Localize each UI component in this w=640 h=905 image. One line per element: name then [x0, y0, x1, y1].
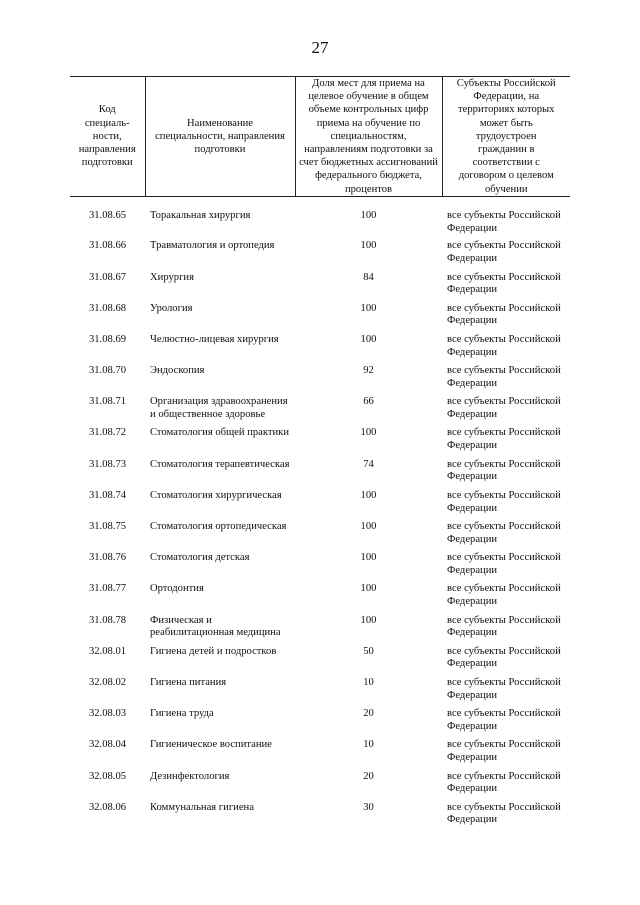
table-row	[70, 490, 570, 521]
cell-code: 31.08.78	[88, 614, 127, 626]
cell-name: Эндоскопия	[150, 365, 205, 377]
cell-code: 31.08.72	[88, 427, 127, 439]
cell-code: 32.08.04	[88, 739, 127, 751]
cell-subjects: все субъекты Российской Федерации	[447, 552, 561, 576]
table-row	[70, 303, 570, 334]
table-header	[70, 77, 570, 197]
cell-name: Урология	[150, 302, 193, 314]
table-row	[70, 615, 570, 646]
header-share: Доля мест для приема на целевое обучение в общем объеме контрольных цифр приема на обучение по специальностям, направлениям подготовки за счет бюджетных ассигнований федерального бюджета, процентов	[295, 77, 442, 197]
cell-code: 32.08.03	[88, 708, 127, 720]
cell-code: 31.08.77	[88, 583, 127, 595]
cell-name: Гигиена детей и подростков	[150, 645, 277, 657]
cell-name: Стоматология терапевтическая	[150, 458, 290, 470]
cell-code: 31.08.69	[88, 333, 127, 345]
table-row	[70, 802, 570, 833]
cell-share: 100	[360, 240, 377, 252]
cell-name: Дезинфектология	[150, 770, 230, 782]
cell-name: Ортодонтия	[150, 583, 204, 595]
cell-share: 100	[360, 333, 377, 345]
table-row	[70, 240, 570, 271]
cell-name: Стоматология общей практики	[150, 427, 289, 439]
cell-share: 100	[360, 427, 377, 439]
cell-code: 32.08.05	[88, 770, 127, 782]
cell-name: Физическая и реабилитационная медицина	[150, 614, 281, 639]
cell-share: 100	[360, 489, 377, 501]
table-row	[70, 334, 570, 365]
cell-name: Стоматология хирургическая	[150, 489, 282, 501]
table-row	[70, 396, 570, 427]
cell-name: Организация здравоохранения и общественное здоровье	[150, 396, 288, 420]
cell-name: Гигиена питания	[150, 676, 227, 688]
cell-name: Гигиена труда	[150, 708, 214, 720]
cell-share: 10	[363, 676, 374, 688]
page-number: 27	[311, 38, 329, 57]
cell-code: 32.08.01	[88, 645, 127, 657]
cell-share: 100	[360, 614, 377, 626]
table-row	[70, 459, 570, 490]
cell-subjects: все субъекты Российской Федерации	[447, 521, 561, 545]
cell-name: Стоматология ортопедическая	[150, 521, 287, 533]
cell-share: 100	[360, 583, 377, 595]
cell-share: 20	[363, 708, 374, 720]
table-body	[70, 196, 570, 833]
cell-code: 31.08.65	[88, 209, 127, 221]
cell-subjects: все субъекты Российской Федерации	[447, 240, 561, 265]
table-row	[70, 677, 570, 708]
cell-name: Коммунальная гигиена	[150, 801, 254, 813]
cell-share: 92	[363, 365, 374, 377]
cell-subjects: все субъекты Российской Федерации	[447, 365, 561, 389]
cell-subjects: все субъекты Российской Федерации	[447, 396, 561, 420]
cell-subjects: все субъекты Российской Федерации	[447, 801, 561, 826]
table-row	[70, 427, 570, 458]
cell-code: 31.08.71	[88, 396, 127, 408]
table-row	[70, 583, 570, 614]
cell-subjects: все субъекты Российской Федерации	[447, 302, 561, 327]
cell-code: 31.08.73	[88, 458, 127, 470]
cell-subjects: все субъекты Российской Федерации	[447, 645, 561, 670]
cell-share: 50	[363, 645, 374, 657]
cell-subjects: все субъекты Российской Федерации	[447, 676, 561, 701]
cell-subjects: все субъекты Российской Федерации	[447, 271, 561, 296]
cell-code: 32.08.02	[88, 676, 127, 688]
table-row	[70, 552, 570, 583]
cell-name: Хирургия	[150, 271, 194, 283]
cell-subjects: все субъекты Российской Федерации	[447, 458, 561, 483]
header-subjects: Субъекты Российской Федерации, на территориях которых может быть трудоустроен гражданин в соответствии с договором о целевом обучении	[442, 77, 570, 197]
cell-code: 31.08.75	[88, 521, 127, 533]
cell-share: 66	[363, 396, 374, 408]
table-row	[70, 646, 570, 677]
table-row	[70, 196, 570, 240]
cell-share: 84	[363, 271, 374, 283]
cell-code: 31.08.66	[88, 240, 127, 252]
cell-code: 31.08.74	[88, 489, 127, 501]
cell-code: 31.08.70	[88, 365, 127, 377]
cell-subjects: все субъекты Российской Федерации	[447, 739, 561, 764]
cell-name: Травматология и ортопедия	[150, 240, 275, 252]
cell-share: 20	[363, 770, 374, 782]
cell-name: Торакальная хирургия	[150, 209, 251, 221]
cell-subjects: все субъекты Российской Федерации	[447, 614, 561, 639]
table-row	[70, 272, 570, 303]
cell-share: 100	[360, 552, 377, 564]
cell-subjects: все субъекты Российской Федерации	[447, 427, 561, 452]
cell-share: 100	[360, 521, 377, 533]
cell-share: 74	[363, 458, 374, 470]
cell-subjects: все субъекты Российской Федерации	[447, 209, 561, 234]
cell-subjects: все субъекты Российской Федерации	[447, 333, 561, 358]
table-row	[70, 365, 570, 396]
cell-code: 31.08.76	[88, 552, 127, 564]
cell-share: 100	[360, 302, 377, 314]
cell-subjects: все субъекты Российской Федерации	[447, 770, 561, 795]
table-row	[70, 739, 570, 770]
cell-subjects: все субъекты Российской Федерации	[447, 583, 561, 608]
cell-name: Челюстно-лицевая хирургия	[150, 333, 279, 345]
cell-subjects: все субъекты Российской Федерации	[447, 489, 561, 514]
specialty-table	[70, 76, 570, 833]
table-row	[70, 771, 570, 802]
cell-share: 10	[363, 739, 374, 751]
cell-name: Гигиеническое воспитание	[150, 739, 272, 751]
cell-name: Стоматология детская	[150, 552, 250, 564]
table-header-row	[70, 77, 570, 197]
cell-code: 31.08.67	[88, 271, 127, 283]
cell-code: 31.08.68	[88, 302, 127, 314]
cell-share: 30	[363, 801, 374, 813]
header-name: Наименование специальности, направления подготовки	[145, 77, 295, 197]
header-code: Код специаль-ности, направления подготовки	[70, 77, 145, 197]
table-row	[70, 521, 570, 552]
cell-code: 32.08.06	[88, 801, 127, 813]
cell-subjects: все субъекты Российской Федерации	[447, 708, 561, 732]
cell-share: 100	[360, 209, 377, 221]
table-row	[70, 708, 570, 739]
